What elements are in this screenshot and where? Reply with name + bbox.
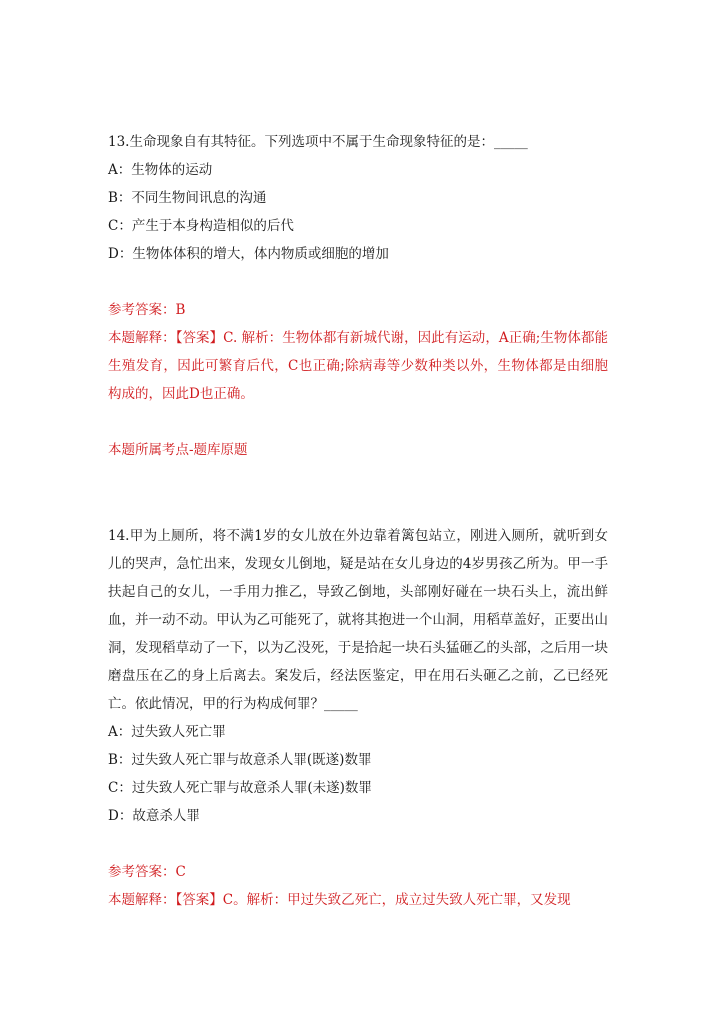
question-14-option-a: A：过失致人死亡罪 <box>108 724 226 740</box>
question-13-option-d: D：生物体体积的增大，体内物质或细胞的增加 <box>108 246 389 262</box>
question-13-option-b: B：不同生物间讯息的沟通 <box>108 190 267 206</box>
question-13-option-a: A：生物体的运动 <box>108 162 213 178</box>
question-14 <box>108 522 608 914</box>
question-14-option-d: D：故意杀人罪 <box>108 808 200 824</box>
question-13-stem: 13.生命现象自有其特征。下列选项中不属于生命现象特征的是：_____ <box>108 134 528 150</box>
question-13 <box>108 128 608 464</box>
question-13-source: 本题所属考点-题库原题 <box>108 442 248 458</box>
document-page <box>108 128 608 914</box>
question-14-answer: 参考答案：C <box>108 864 186 880</box>
question-13-analysis: 本题解释：【答案】C. 解析：生物体都有新城代谢，因此有运动，A正确;生物体都能生殖发育，因此可繁育后代，C也正确;除病毒等少数种类以外，生物体都是由细胞构成的，因此D也正确。 <box>108 330 608 402</box>
question-13-option-c: C：产生于本身构造相似的后代 <box>108 218 294 234</box>
question-14-option-c: C：过失致人死亡罪与故意杀人罪(未遂)数罪 <box>108 780 372 796</box>
question-14-option-b: B：过失致人死亡罪与故意杀人罪(既遂)数罪 <box>108 752 372 768</box>
question-13-answer: 参考答案：B <box>108 302 186 318</box>
question-14-analysis: 本题解释：【答案】C。解析：甲过失致乙死亡，成立过失致人死亡罪，又发现 <box>108 892 571 908</box>
question-14-stem: 14.甲为上厕所，将不满1岁的女儿放在外边靠着篱包站立，刚进入厕所，就听到女儿的哭声，急忙出来，发现女儿倒地，疑是站在女儿身边的4岁男孩乙所为。甲一手扶起自己的女儿，一手用力推乙，导致乙倒地，头部刚好碰在一块石头上，流出鲜血，并一动不动。甲认为乙可能死了，就将其抱进一个山洞，用稻草盖好，正要出山洞，发现稻草动了一下，以为乙没死，于是拾起一块石头猛砸乙的头部，之后用一块磨盘压在乙的身上后离去。案发后，经法医鉴定，甲在用石头砸乙之前，乙已经死亡。依此情况，甲的行为构成何罪？_____ <box>108 528 608 712</box>
